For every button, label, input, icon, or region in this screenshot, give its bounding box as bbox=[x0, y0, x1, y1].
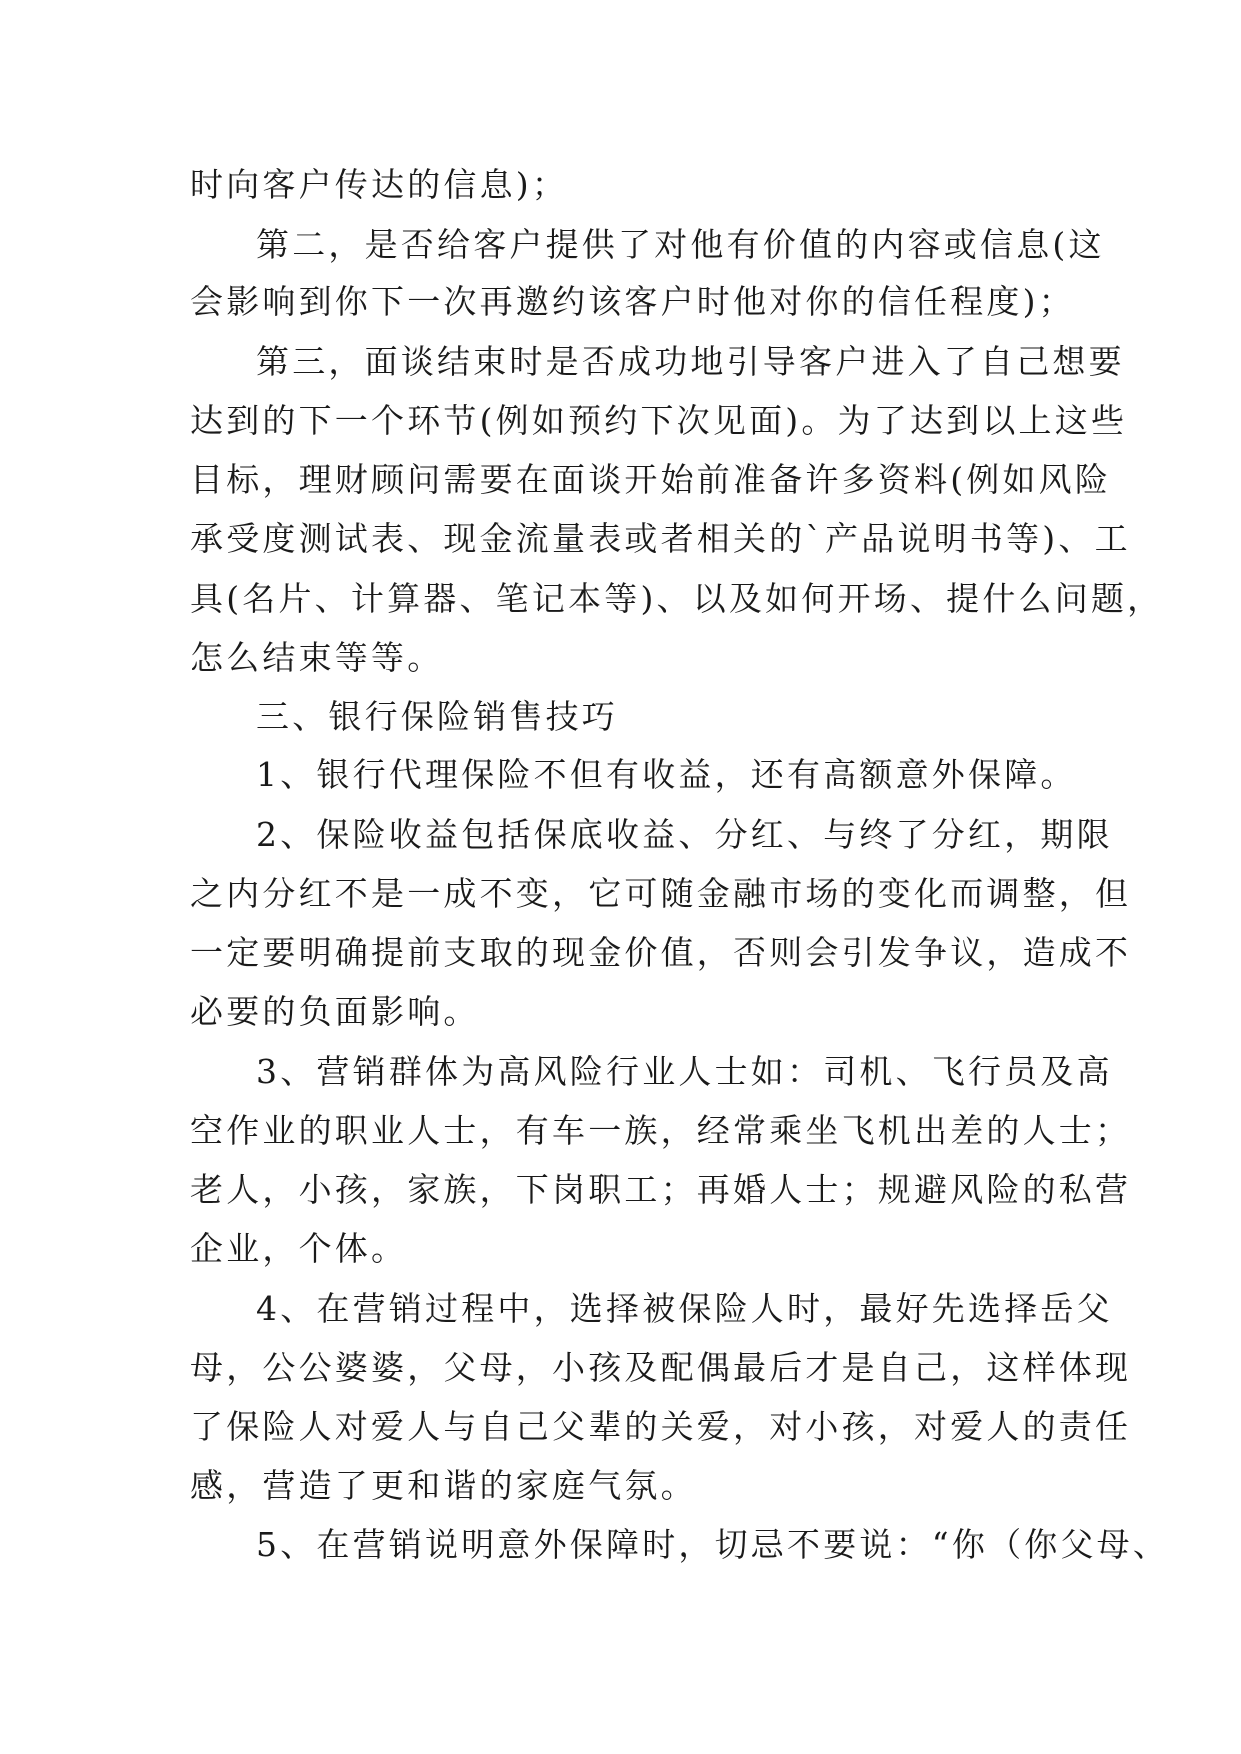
text-line: 1、银行代理保险不但有收益，还有高额意外保障。 bbox=[256, 755, 1077, 794]
text-line: 3、营销群体为高风险行业人士如：司机、飞行员及高 bbox=[256, 1052, 1113, 1091]
text-line: 4、在营销过程中，选择被保险人时，最好先选择岳父 bbox=[256, 1289, 1113, 1328]
text-line: 目标，理财顾问需要在面谈开始前准备许多资料(例如风险 bbox=[190, 460, 1112, 499]
text-line: 必要的负面影响。 bbox=[190, 992, 480, 1031]
section-heading: 三、银行保险销售技巧 bbox=[256, 697, 618, 736]
text-line: 企业，个体。 bbox=[190, 1229, 408, 1268]
text-line: 老人，小孩，家族，下岗职工；再婚人士；规避风险的私营 bbox=[190, 1170, 1132, 1209]
text-line: 感，营造了更和谐的家庭气氛。 bbox=[190, 1466, 697, 1505]
text-line: 承受度测试表、现金流量表或者相关的`产品说明书等)、工 bbox=[190, 519, 1131, 558]
text-line: 母，公公婆婆，父母，小孩及配偶最后才是自己，这样体现 bbox=[190, 1348, 1132, 1387]
text-line: 2、保险收益包括保底收益、分红、与终了分红，期限 bbox=[256, 815, 1113, 854]
text-line: 具(名片、计算器、笔记本等)、以及如何开场、提什么问题， bbox=[190, 579, 1164, 618]
text-line: 5、在营销说明意外保障时，切忌不要说：“你（你父母、 bbox=[256, 1525, 1170, 1564]
text-line: 怎么结束等等。 bbox=[190, 638, 444, 677]
text-line: 之内分红不是一成不变，它可随金融市场的变化而调整，但 bbox=[190, 874, 1132, 913]
text-line: 时向客户传达的信息)； bbox=[190, 165, 569, 204]
text-line: 空作业的职业人士，有车一族，经常乘坐飞机出差的人士； bbox=[190, 1111, 1132, 1150]
text-line: 第三，面谈结束时是否成功地引导客户进入了自己想要 bbox=[256, 342, 1125, 381]
text-line: 第二，是否给客户提供了对他有价值的内容或信息(这 bbox=[256, 225, 1105, 264]
text-line: 达到的下一个环节(例如预约下次见面)。为了达到以上这些 bbox=[190, 401, 1128, 440]
text-line: 一定要明确提前支取的现金价值，否则会引发争议，造成不 bbox=[190, 933, 1132, 972]
text-line: 会影响到你下一次再邀约该客户时他对你的信任程度)； bbox=[190, 282, 1075, 321]
text-line: 了保险人对爱人与自己父辈的关爱，对小孩，对爱人的责任 bbox=[190, 1407, 1132, 1446]
